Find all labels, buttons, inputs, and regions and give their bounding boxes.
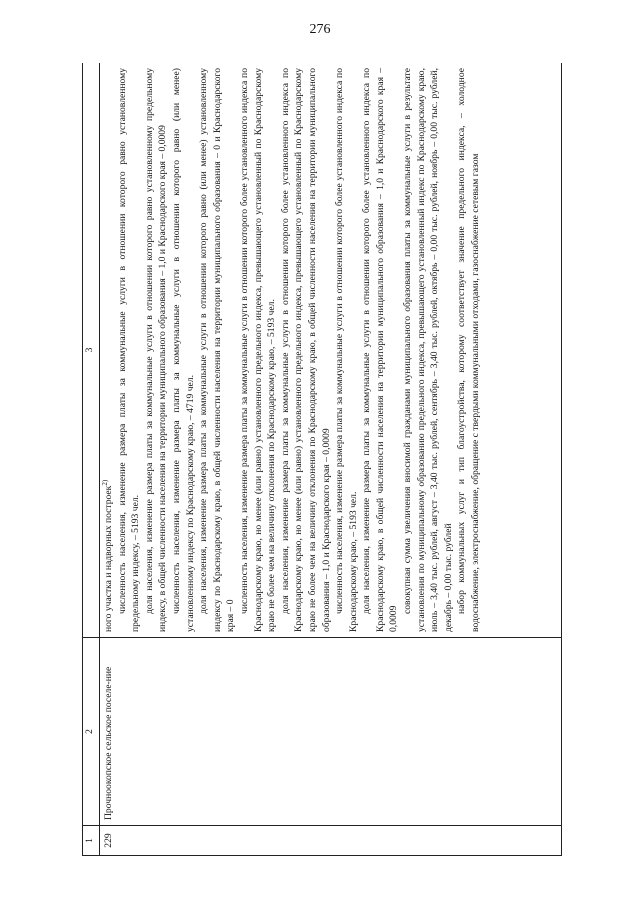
description-paragraph: численность населения, изменение размера платы за коммунальные услуги в отношении которого более установленного индекса по Краснодарскому краю, но менее (или равно) установленного предельного индекса, превышающего установленный по Краснодарскому краю не более чем на величину отклонения по Краснодарскому краю, – 5193 чел.	[238, 68, 278, 632]
rotated-table-frame	[82, 63, 562, 856]
table-row	[100, 63, 562, 856]
page-number: 276	[309, 22, 331, 37]
settlement-table	[82, 63, 562, 856]
paragraph-text: ного участка и надворных построек	[103, 485, 114, 632]
description-paragraph: численность населения, изменение размера платы за коммунальные услуги в отношении которого равно (или менее) установленному индексу по Краснодарскому краю, – 4719 чел.	[170, 68, 196, 632]
description-paragraph	[102, 68, 116, 632]
header-col-2: 2	[83, 638, 100, 826]
description-paragraph: доля населения, изменение размера платы за коммунальные услуги в отношении которого более установленного индекса по Краснодарскому краю, но менее (или равно) установленного предельного индекса, превышающего установленный по Краснодарскому краю не более чем на величину отклонения по Краснодарскому краю, в общей численности населения на территории муниципального образования – 1,0 и Краснодарского края – 0,0009	[279, 68, 332, 632]
description-paragraph: доля населения, изменение размера платы за коммунальные услуги в отношении которого более установленного индекса по Краснодарскому краю, в общей численности населения на территории муниципального образования – 1,0 и Краснодарского края – 0,0009	[361, 68, 400, 632]
description-paragraph: доля населения, изменение размера платы за коммунальные услуги в отношении которого равно установленному предельному индексу, в общей численности населения на территории муниципального образования – 1,0 и Краснодарского края – 0,0009	[143, 68, 169, 632]
table-header-row	[83, 63, 100, 856]
description-paragraph: совокупная сумма увеличения вносимой гражданами муниципального образования платы за коммунальные услуги в результате установления по муниципальному образованию предельного индекса, превышающего установленный индекс по Краснодарскому краю, июль – 3,40 тыс. рублей, август – 3,40 тыс. рублей, сентябрь – 3,40 тыс. рублей, октябрь – 0,00 тыс. рублей, ноябрь – 0,00 тыс. рублей, декабрь – 0,00 тыс. рублей	[402, 68, 454, 632]
description-paragraph: доля населения, изменение размера платы за коммунальные услуги в отношении которого равно (или менее) установленному индексу по Краснодарскому краю, в общей численности населения на территории муниципального образования – 0 и Краснодарского края – 0	[198, 68, 237, 632]
description-paragraph: численность населения, изменение размера платы за коммунальные услуги в отношении которого равно установленному предельному индексу, – 5193 чел.	[116, 68, 142, 632]
description-paragraph: численность населения, изменение размера платы за коммунальные услуги в отношении которого более установленного индекса по Краснодарскому краю, – 5193 чел.	[334, 68, 359, 632]
header-col-1: 1	[83, 826, 100, 856]
settlement-name: Прочноокопское сельское поселе-ние	[100, 638, 562, 826]
header-col-3: 3	[83, 63, 100, 638]
row-description	[100, 63, 562, 638]
rotated-table	[82, 63, 562, 856]
footnote-marker: 2)	[100, 479, 109, 486]
description-paragraph: набор коммунальных услуг и тип благоустройства, которому соответствует значение предельного индекса, – холодное водоснабжение, электроснабжение, обращение с твердыми коммунальными отходами, газоснабжение сетевым газом	[456, 68, 482, 632]
row-number: 229	[100, 826, 562, 856]
